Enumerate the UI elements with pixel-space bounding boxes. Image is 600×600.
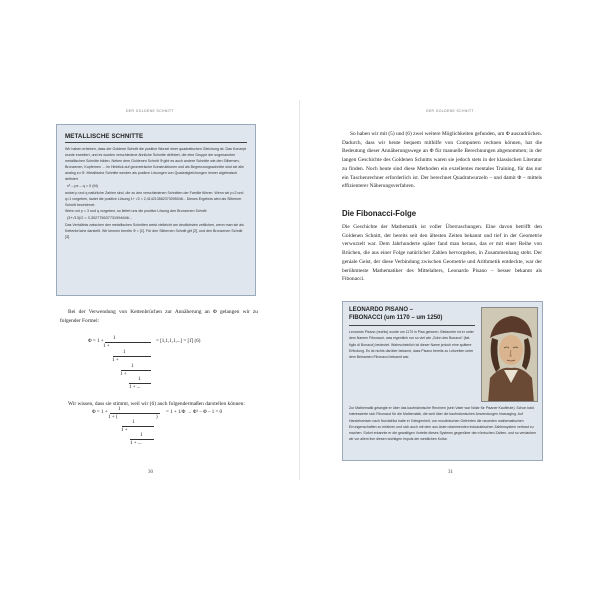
running-head-right: DER GOLDENE SCHNITT [426,109,474,113]
formula-term: 1 [140,433,143,438]
fraction-bar [130,439,154,440]
formula-term: 1 [131,364,134,369]
formula-rhs: = [1,1,1,1,...] = [1̄] (6) [156,339,201,344]
formula-term: 1 + [120,372,127,377]
fraction-bar [122,426,154,427]
fibonacci-biography-box [342,301,543,461]
fraction-bar [105,342,151,343]
box-paragraph: Leonardo Pisano (rechts) wurde um 1170 in Pisa geboren. Bekannter ist er unter dem Namen Fibonacci, was eigentlich nur so viel wie „Sohn des Bonacci“ (ital. figlio di Bonacci) bedeutet. Wahrscheinlich ist dieser Name jedoch eine spätere Erfindung. Es ist nichts darüber bekannt, dass Pisano bereits zu Lebzeiten unter dem Beinamen Fibonacci bekannt war. [349,330,474,360]
box-paragraph: Zur Mathematik gelangte er über das kaufmännische Rechnen (sein Vater war Notar für Pisaner Kaufleute). Schon bald interessierte sich Fibonacci für die Mathematik, die weit über die kaufmännischen Anwendungen hinausging. Auf Handelsreisen nach Nordafrika hatte er Gelegenheit, von muslimischen Gelehrten die neuesten mathematischen Errungenschaften zu erfahren und sich auch mit dem aus Asien stammenden indoarabischen Zahlensystem vertraut zu machen. Sofort erkannte er die gewaltigen Vorteile dieses Systems gegenüber den römischen Zahlen, und so verdanken wir vor allem ihm diesen wichtigen Impuls der westlichen Kultur. [349,406,536,442]
page-number-left: 30 [148,470,153,475]
fibonacci-portrait-image [481,307,538,402]
metallic-ratios-box [56,124,256,296]
formula-term: 1 [118,407,121,412]
formula-term: 1 + ( [108,415,118,420]
body-text: So haben wir mit (5) und (6) zwei weitere Möglichkeiten gefunden, um Φ auszudrücken. Dadurch, dass wir heute bequem mithilfe von Computern rechnen können, hat die Bedeutung dieser Annäherungswege an Φ für manuelle Berechnungen abgenommen; in der langen Geschichte des Goldenen Schnitts waren sie jedoch stets in der klassischen Literatur zu finden. Noch heute sind diese Methoden ein exzellentes mentales Training, für das nur ein Taschenrechner erforderlich ist. Der berechnet Quadratwurzeln – und damit Φ – mittels effizienterer Näherungsverfahren. [342,131,542,190]
right-page [300,0,600,600]
box-title [349,307,469,322]
formula-lhs: Φ = 1 + [92,410,108,415]
formula-term: 1 + [103,344,110,349]
formula-term: 1 + [112,358,119,363]
box-paragraph: Wir haben erfahren, dass der Goldene Schnitt die positive Wurzel einer quadratischen Gleichung ist. Das Konzept wurde erweitert, und es wurden verschiedene ähnliche Schnitte definiert, die eine Gruppe der sogenannten metallischen Schnitte bilden. Neben dem Goldenen Schnitt Φ gibt es auch andere Schnitte wie den Silbernen, Bronzenen, Kupfernen ... Im Hinblick auf geometrische Konstruktionen und als Begrenzungsschnitte sind sie alle analog zu Φ. Metallische Schnitte werden als positive Lösungen von Quadratgleichungen immer algebraisch definiert [65,147,247,181]
box-title-line: LEONARDO PISANO – [349,307,414,313]
formula-lhs: Φ = 1 + [88,339,104,344]
formula-term: 1 + [121,428,128,433]
fraction-bar [129,383,151,384]
box-equation: x² – px – q = 0 (M) [67,184,98,188]
body-text: Wir wissen, dass sie stimmt, weil wir (6) auch folgendermaßen darstellen können: [68,401,245,407]
box-paragraph: Das Verhältnis zwischen den metallischen Schnitten weist vielleicht am deutlichsten zeitlichen, wenn man sie als Kettenbrüche darstellt. Wir kennen bereits Φ = [1̄]. Für den Silbernen Schnitt gilt [2̄], und den Bronzenen Schnitt [3̄]. [65,223,244,239]
formula-term: 1 [132,420,135,425]
formula-term: 1 [123,350,126,355]
box-title: METALLISCHE SCHNITTE [65,133,247,143]
page-number-right: 31 [448,470,453,475]
formula-term: 1 + ... [129,385,141,390]
title-rule [349,325,475,326]
section-heading: Die Fibonacci-Folge [342,209,417,218]
fraction-bar [110,413,160,414]
box-paragraph: Wenn wir p = 3 und q vorgeben, so liefert uns die positive Lösung den Bronzenen Schnitt [65,209,207,213]
box-equation: (3+√13)/2 = 3,302775637731994646... [67,216,132,220]
running-head-left: DER GOLDENE SCHNITT [126,109,174,113]
fraction-bar [113,356,151,357]
formula-term: 1 [113,336,116,341]
portrait-drawing [482,308,538,402]
body-text: Die Geschichte der Mathematik ist voller Überraschungen. Eine davon betrifft den Goldenen Schnitt, der bereits seit den ältesten Zeiten bekannt und tief in der Geometrie verwurzelt war. Dem Jahrhunderte später fand man heraus, das er mit einer Reihe von Brüchen, die aus einer Folge natürlicher Zahlen hervorgehen, in Zusammenhang steht. Der geniale Geist, der diese Verbindung zwischen Geometrie und Arithmetik entdeckte, war der berühmteste Mathematiker des Mittelalters, Leonardo Pisano – besser bekannt als Fibonacci. [342,224,542,283]
formula-term: ) [156,415,158,420]
formula-rhs: = 1 + 1/Φ → Φ² – Φ – 1 = 0 [166,410,223,415]
box-paragraph: wobei p und q natürliche Zahlen sind, die zu den verschiedenen Schnitten der Familie führen. Wenn wir p=2 und q=1 vorgeben, lautet die positive Lösung 1+ √2 = 2,414213562373095048... Dieses Ergebnis wird als Silberner Schnitt bezeichnet. [65,191,244,207]
body-text: Bei der Verwendung von Kettenbrüchen zur Annäherung an Φ gelangen wir zu folgender Formel: [60,309,258,324]
fraction-bar [121,370,151,371]
formula-term: 1 [138,377,141,382]
box-title-line: FIBONACCI (um 1170 – um 1250) [349,314,443,321]
formula-term: 1 + ... [130,441,142,446]
